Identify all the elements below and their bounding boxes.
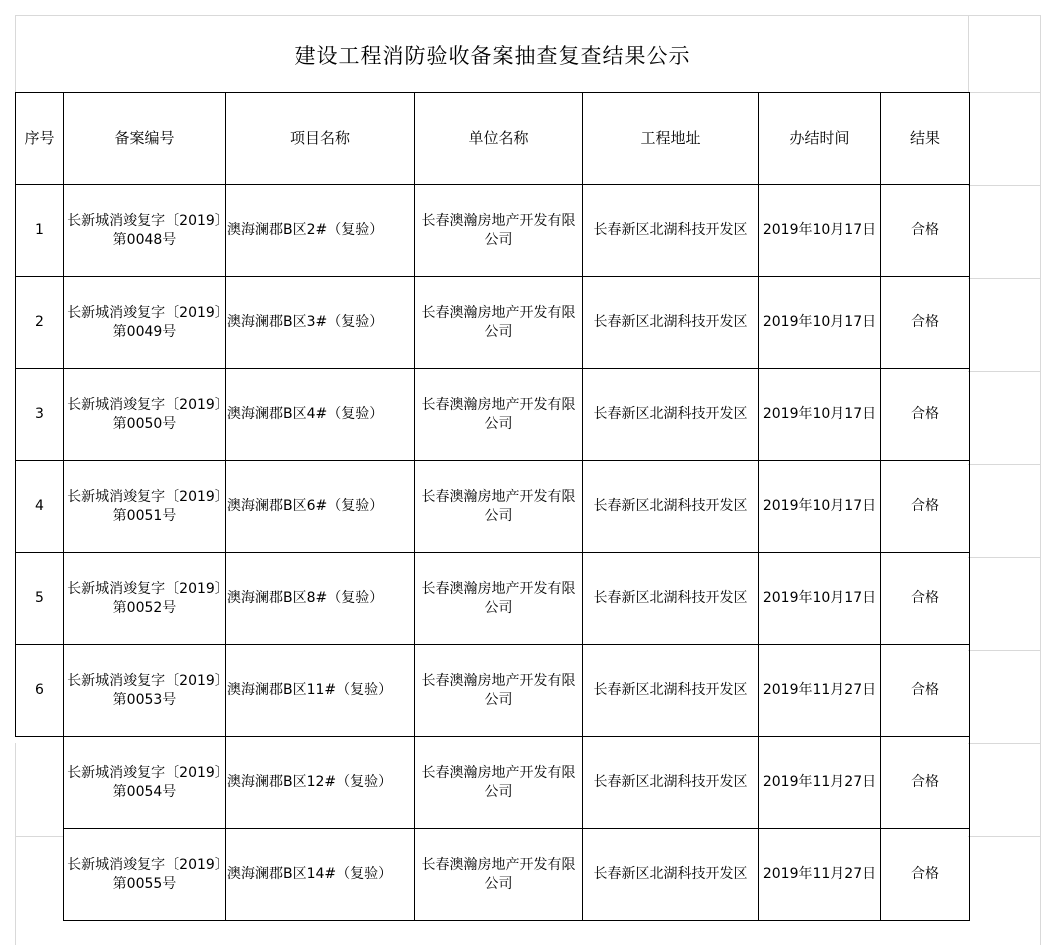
cell-date: 2019年10月17日: [759, 277, 881, 369]
cell-result: 合格: [881, 461, 970, 553]
cell-date: 2019年10月17日: [759, 369, 881, 461]
cell-date: 2019年10月17日: [759, 553, 881, 645]
header-record-no: 备案编号: [64, 93, 226, 185]
cell-seq: 4: [16, 461, 64, 553]
cell-date: 2019年11月27日: [759, 829, 881, 921]
cell-unit: 长春澳瀚房地产开发有限公司: [415, 277, 583, 369]
header-result: 结果: [881, 93, 970, 185]
cell-address: 长春新区北湖科技开发区: [583, 645, 759, 737]
cell-result: 合格: [881, 829, 970, 921]
cell-address: 长春新区北湖科技开发区: [583, 737, 759, 829]
cell-project: 澳海澜郡B区12#（复验）: [226, 737, 415, 829]
header-date: 办结时间: [759, 93, 881, 185]
cell-date: 2019年10月17日: [759, 185, 881, 277]
cell-record-no: 长新城消竣复字〔2019〕第0048号: [64, 185, 226, 277]
cell-project: 澳海澜郡B区11#（复验）: [226, 645, 415, 737]
cell-record-no: 长新城消竣复字〔2019〕第0054号: [64, 737, 226, 829]
cell-address: 长春新区北湖科技开发区: [583, 553, 759, 645]
cell-seq: 6: [16, 645, 64, 737]
cell-date: 2019年10月17日: [759, 461, 881, 553]
cell-address: 长春新区北湖科技开发区: [583, 369, 759, 461]
cell-unit: 长春澳瀚房地产开发有限公司: [415, 185, 583, 277]
sheet-gridline: [968, 836, 1041, 837]
cell-unit: 长春澳瀚房地产开发有限公司: [415, 369, 583, 461]
cell-unit: 长春澳瀚房地产开发有限公司: [415, 645, 583, 737]
cell-record-no: 长新城消竣复字〔2019〕第0052号: [64, 553, 226, 645]
sheet-gridline: [968, 92, 1041, 93]
header-seq: 序号: [16, 93, 64, 185]
table-row: [16, 553, 970, 645]
cell-unit: 长春澳瀚房地产开发有限公司: [415, 737, 583, 829]
cell-project: 澳海澜郡B区3#（复验）: [226, 277, 415, 369]
sheet-gridline: [1040, 15, 1041, 945]
cell-project: 澳海澜郡B区8#（复验）: [226, 553, 415, 645]
table-row: [16, 185, 970, 277]
table-row: [16, 645, 970, 737]
cell-seq: 5: [16, 553, 64, 645]
cell-date: 2019年11月27日: [759, 737, 881, 829]
cell-unit: 长春澳瀚房地产开发有限公司: [415, 461, 583, 553]
cell-unit: 长春澳瀚房地产开发有限公司: [415, 553, 583, 645]
cell-result: 合格: [881, 277, 970, 369]
cell-seq: [16, 829, 64, 921]
cell-record-no: 长新城消竣复字〔2019〕第0049号: [64, 277, 226, 369]
cell-project: 澳海澜郡B区14#（复验）: [226, 829, 415, 921]
header-address: 工程地址: [583, 93, 759, 185]
cell-record-no: 长新城消竣复字〔2019〕第0055号: [64, 829, 226, 921]
cell-address: 长春新区北湖科技开发区: [583, 829, 759, 921]
cell-result: 合格: [881, 737, 970, 829]
table-row: [16, 737, 970, 829]
table-row: [16, 369, 970, 461]
sheet-gridline: [968, 464, 1041, 465]
cell-project: 澳海澜郡B区2#（复验）: [226, 185, 415, 277]
sheet-gridline: [968, 185, 1041, 186]
header-unit: 单位名称: [415, 93, 583, 185]
cell-result: 合格: [881, 185, 970, 277]
table-header-row: [16, 93, 970, 185]
document-title: 建设工程消防验收备案抽查复查结果公示: [294, 43, 691, 68]
cell-record-no: 长新城消竣复字〔2019〕第0050号: [64, 369, 226, 461]
cell-result: 合格: [881, 369, 970, 461]
results-table: [15, 92, 970, 921]
cell-project: 澳海澜郡B区6#（复验）: [226, 461, 415, 553]
sheet-gridline: [968, 557, 1041, 558]
cell-seq: 3: [16, 369, 64, 461]
cell-address: 长春新区北湖科技开发区: [583, 277, 759, 369]
cell-seq: 1: [16, 185, 64, 277]
cell-record-no: 长新城消竣复字〔2019〕第0051号: [64, 461, 226, 553]
cell-seq: [16, 737, 64, 829]
sheet-gridline: [968, 650, 1041, 651]
sheet-gridline: [968, 743, 1041, 744]
cell-record-no: 长新城消竣复字〔2019〕第0053号: [64, 645, 226, 737]
sheet-gridline: [968, 278, 1041, 279]
cell-address: 长春新区北湖科技开发区: [583, 185, 759, 277]
cell-seq: 2: [16, 277, 64, 369]
table-row: [16, 277, 970, 369]
header-project: 项目名称: [226, 93, 415, 185]
table-row: [16, 829, 970, 921]
cell-result: 合格: [881, 645, 970, 737]
sheet-gridline: [968, 371, 1041, 372]
cell-address: 长春新区北湖科技开发区: [583, 461, 759, 553]
cell-unit: 长春澳瀚房地产开发有限公司: [415, 829, 583, 921]
cell-project: 澳海澜郡B区4#（复验）: [226, 369, 415, 461]
table-row: [16, 461, 970, 553]
cell-date: 2019年11月27日: [759, 645, 881, 737]
cell-result: 合格: [881, 553, 970, 645]
